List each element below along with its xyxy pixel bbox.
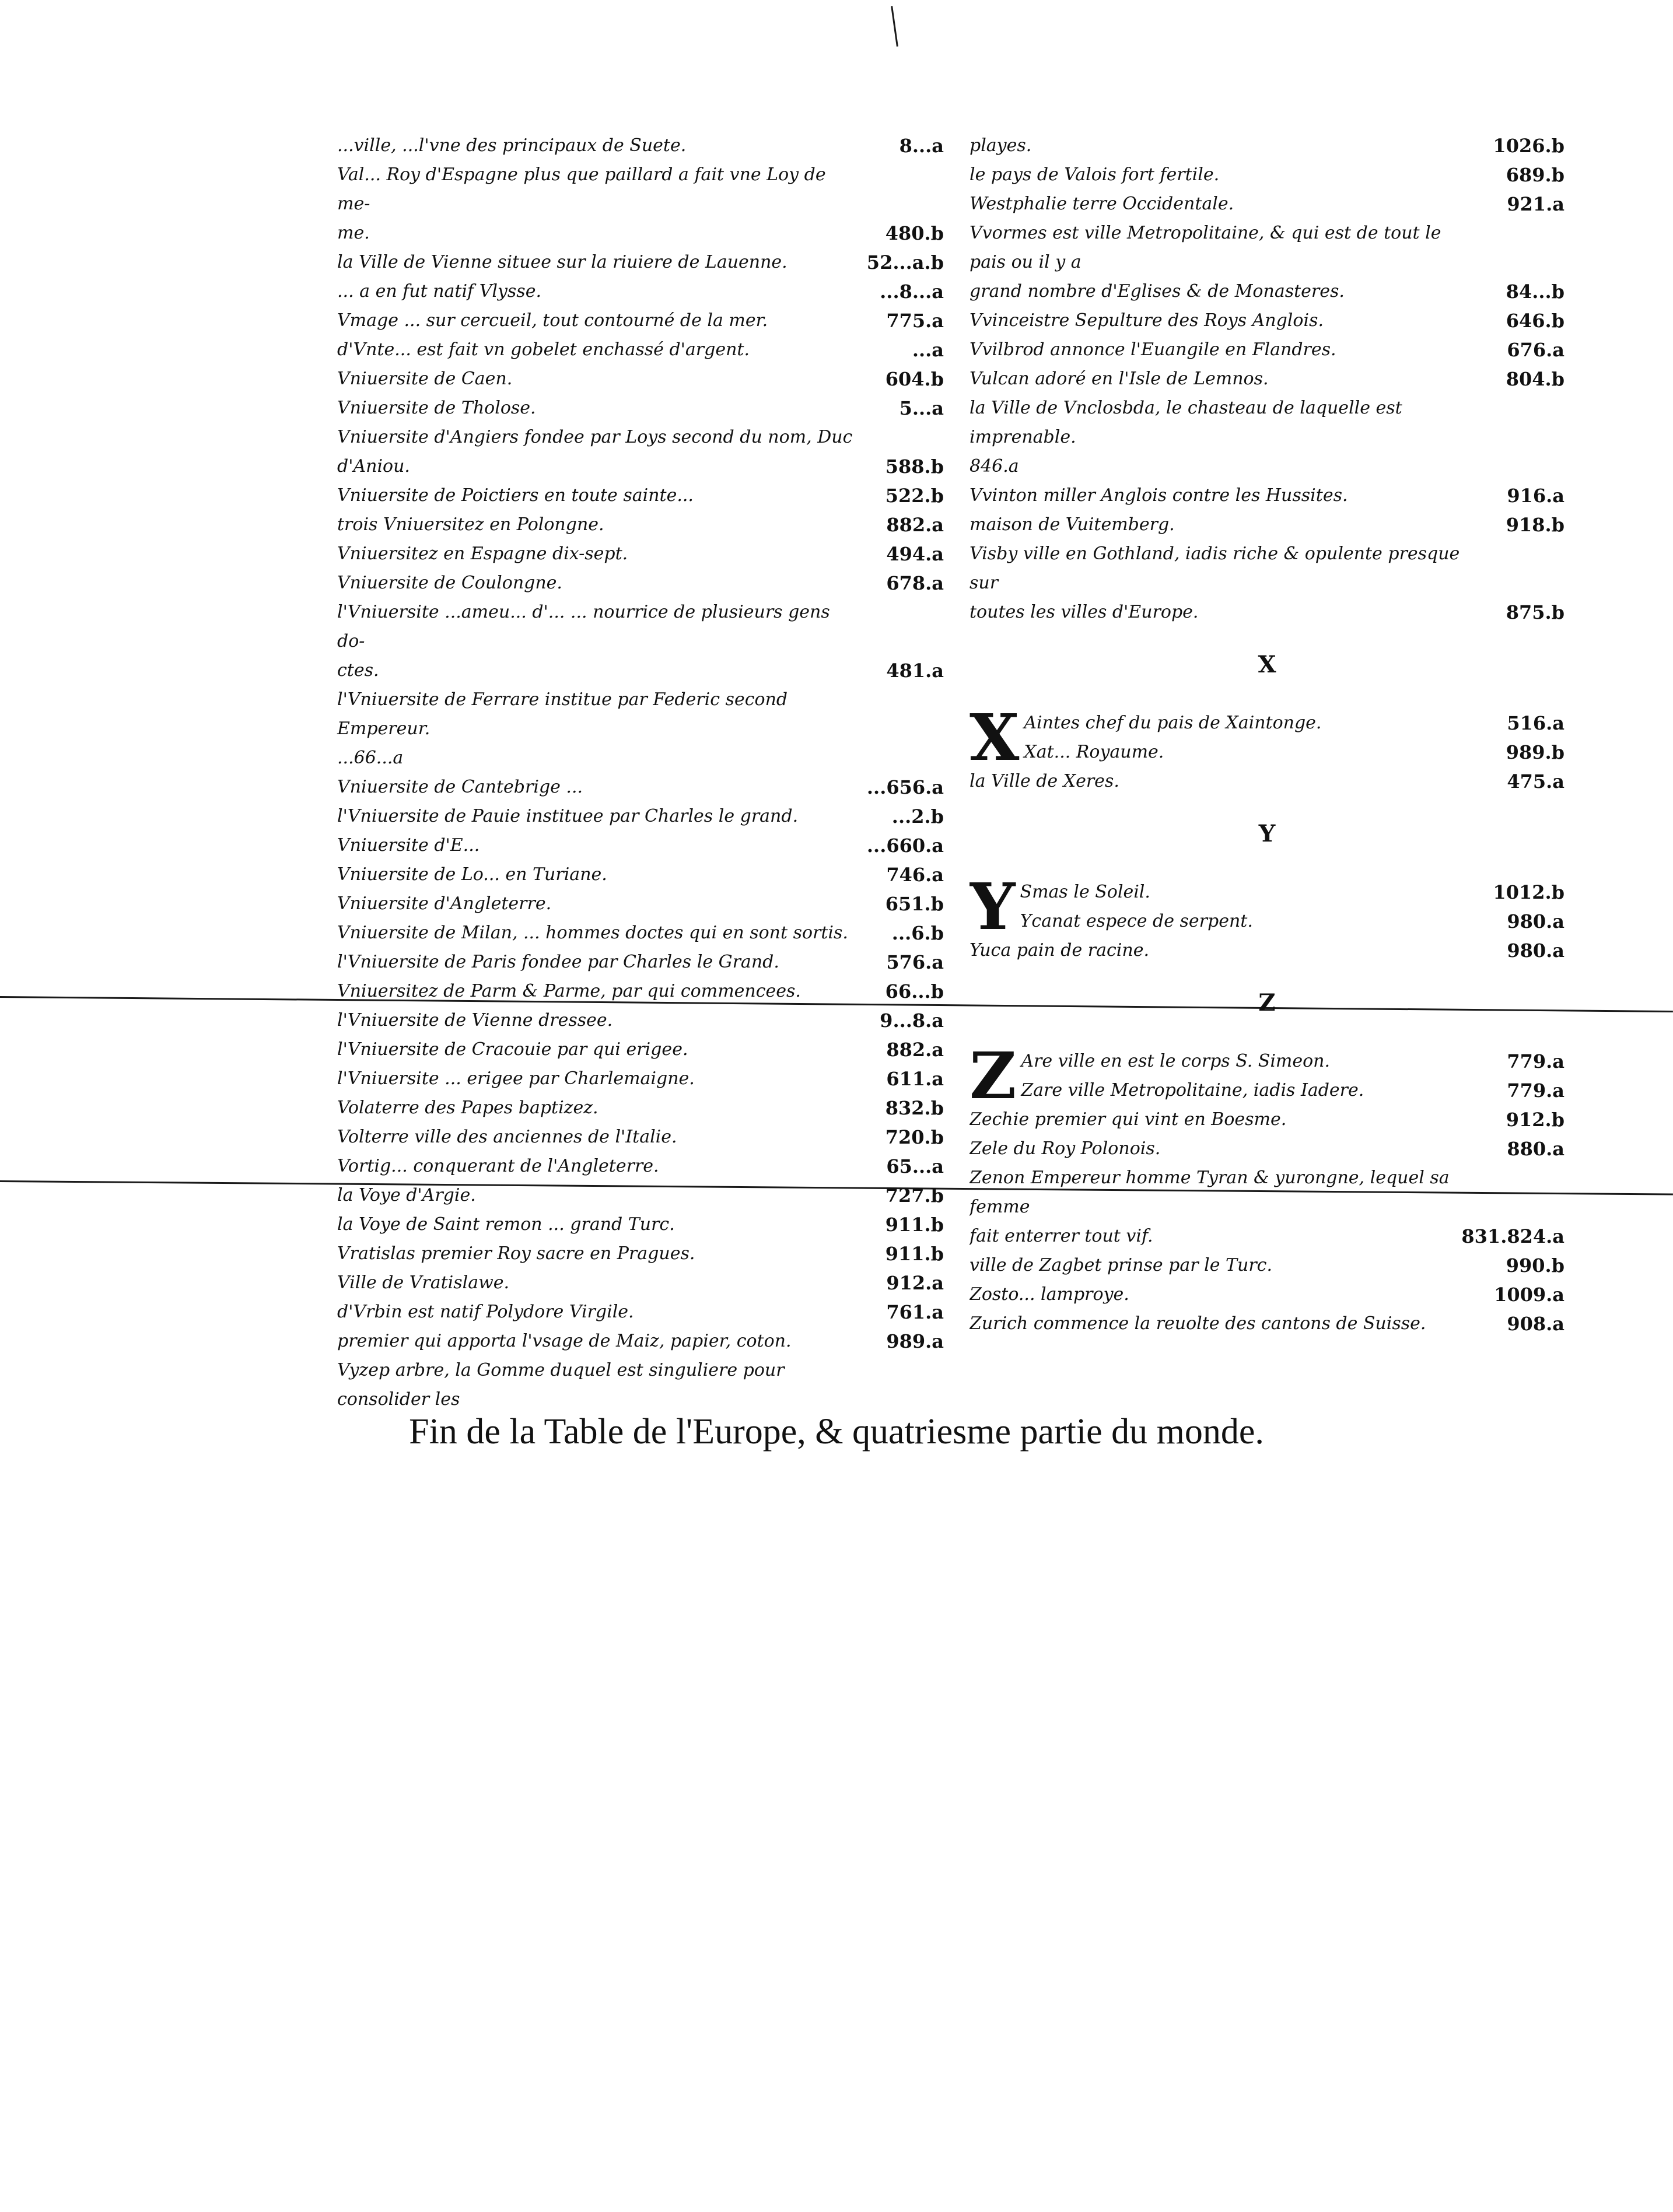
index-entry [337,744,944,773]
entry-text: Vyzep arbre, la Gomme duquel est singuliere pour consolider les [337,1360,785,1410]
index-entry [970,452,1564,481]
entry-text: Zechie premier qui vint en Boesme. [970,1109,1287,1130]
index-entry [337,773,944,802]
page-reference: 921.a [1507,193,1564,215]
index-entry [337,539,944,569]
page-reference: 882.a [886,1039,944,1061]
entry-text: premier qui apporta l'vsage de Maiz, papier, coton. [337,1331,792,1351]
entry-text: ...66...a [337,748,404,768]
index-entry [337,1210,944,1239]
page-reference: 576.a [886,951,944,973]
index-entry [337,656,944,685]
page-reference: 8...a [899,135,944,157]
index-entry [337,160,944,219]
index-entry [970,1251,1564,1280]
index-entry [337,131,944,160]
index-entry [337,977,944,1006]
entry-text: Ycanat espece de serpent. [1020,911,1253,931]
index-entry [337,1123,944,1152]
entry-text: Vniuersitez en Espagne dix-sept. [337,544,628,564]
page-reference: ...2.b [891,805,944,828]
page-reference: 720.b [885,1126,944,1148]
index-entry [337,364,944,394]
page-reference: 611.a [886,1068,944,1090]
index-entry [337,1152,944,1181]
page-reference: 66...b [885,980,944,1002]
entry-text: Vulcan adoré en l'Isle de Lemnos. [970,369,1269,389]
entry-text: Volaterre des Papes baptizez. [337,1098,598,1118]
entry-text: Visby ville en Gothland, iadis riche & opulente presque sur [970,544,1460,593]
entry-text: la Ville de Vnclosbda, le chasteau de laquelle est imprenable. [970,398,1402,447]
page-reference: 475.a [1507,770,1564,793]
page-reference: 588.b [885,455,944,478]
x-section [970,709,1564,796]
entry-text: Vvilbrod annonce l'Euangile en Flandres. [970,339,1336,360]
index-entry [337,248,944,277]
entry-text: me. [337,223,370,243]
page-reference: 779.a [1507,1050,1564,1072]
entry-text: la Voye de Saint remon ... grand Turc. [337,1214,675,1235]
entry-text: Vvormes est ville Metropolitaine, & qui est de tout le pais ou il y a [970,223,1441,272]
index-entry [337,1327,944,1356]
page-reference: ...a [912,339,944,361]
index-entry [970,219,1564,277]
page-reference: 775.a [886,310,944,332]
page-reference: 980.a [1507,910,1564,933]
page-reference: 746.a [886,864,944,886]
entry-text: Val... Roy d'Espagne plus que paillard a fait vne Loy de me- [337,164,826,214]
entry-text: la Ville de Xeres. [970,771,1119,791]
page-reference: 481.a [886,660,944,682]
index-entry [337,481,944,510]
drop-capital: Y [970,878,1016,944]
index-entry [337,1035,944,1064]
page-reference: 761.a [886,1301,944,1323]
index-entry [337,1181,944,1210]
drop-capital: Z [970,1047,1017,1113]
top-pen-mark [891,6,898,47]
index-entry [337,1064,944,1093]
v-section [970,131,1564,627]
page-reference: 678.a [886,572,944,594]
index-entry [337,860,944,889]
entry-text: grand nombre d'Eglises & de Monasteres. [970,281,1345,302]
index-entry [337,306,944,335]
index-entry [970,394,1564,452]
entry-text: la Voye d'Argie. [337,1185,476,1205]
entry-text: fait enterrer tout vif. [970,1226,1153,1246]
index-entry [970,1222,1564,1251]
index-entry [337,1356,944,1414]
page-reference: 689.b [1506,164,1564,186]
entry-text: l'Vniuersite de Paris fondee par Charles le Grand. [337,952,779,972]
drop-capital: X [970,709,1020,775]
entry-text: Vniuersite d'E... [337,835,480,856]
index-entry [970,738,1564,767]
page-reference: 912.a [886,1272,944,1294]
entry-text: Vniuersite de Poictiers en toute sainte... [337,485,694,506]
entry-text: Zurich commence la reuolte des cantons de Suisse. [970,1313,1426,1334]
entry-text: Zare ville Metropolitaine, iadis Iadere. [1021,1080,1364,1100]
entry-text: Zosto... lamproye. [970,1284,1129,1305]
entry-text: Vmage ... sur cercueil, tout contourné de la mer. [337,310,768,331]
index-entry [337,919,944,948]
page-reference: 480.b [885,222,944,244]
page-reference: 52...a.b [866,251,944,274]
entry-text: Xat... Royaume. [1024,742,1164,762]
page-reference: 5...a [899,397,944,419]
index-entry [970,936,1564,965]
entry-text: Vniuersite de Coulongne. [337,573,562,593]
index-entry [970,1076,1564,1105]
entry-text: Volterre ville des anciennes de l'Italie. [337,1127,677,1147]
page-reference: 1009.a [1494,1284,1564,1306]
page-reference: 831.824.a [1461,1225,1564,1247]
entry-text: Vniuersitez de Parm & Parme, par qui commencees. [337,981,801,1001]
index-entry [337,219,944,248]
index-entry [970,364,1564,394]
entry-text: Vniuersite d'Angleterre. [337,893,552,914]
entry-text: Vniuersite de Tholose. [337,398,536,418]
entry-text: Aintes chef du pais de Xaintonge. [1024,713,1322,733]
entry-text: Vniuersite d'Angiers fondee par Loys second du nom, Duc [337,427,853,447]
page-reference: 832.b [885,1097,944,1119]
index-entry [337,277,944,306]
index-entry [970,539,1564,598]
index-entry [337,394,944,423]
page-reference: 651.b [885,893,944,915]
page-reference: 522.b [885,485,944,507]
page-reference: 1012.b [1493,881,1564,903]
index-entry [970,907,1564,936]
entry-text: 846.a [970,456,1019,476]
entry-text: trois Vniuersitez en Polongne. [337,514,604,535]
entry-text: Vniuersite de Caen. [337,369,513,389]
index-entry [337,1298,944,1327]
entry-text: la Ville de Vienne situee sur la riuiere de Lauenne. [337,252,788,272]
entry-text: Vniuersite de Milan, ... hommes doctes qui en sont sortis. [337,923,848,943]
entry-text: l'Vniuersite ...ameu... d'... ... nourrice de plusieurs gens do- [337,602,830,651]
index-entry [337,889,944,919]
entry-text: Vniuersite de Cantebrige ... [337,777,583,797]
entry-text: le pays de Valois fort fertile. [970,164,1220,185]
index-entry [337,948,944,977]
z-section [970,1047,1564,1338]
entry-text: Vvinton miller Anglois contre les Hussites. [970,485,1348,506]
index-entry [970,1105,1564,1134]
index-entry [970,190,1564,219]
index-entry [970,1280,1564,1309]
entry-text: d'Vrbin est natif Polydore Virgile. [337,1302,634,1322]
entry-text: Vniuersite de Lo... en Turiane. [337,864,607,885]
index-entry [337,831,944,860]
page-reference: 516.a [1507,712,1564,734]
page-reference: 494.a [886,543,944,565]
index-entry [337,1239,944,1268]
page-reference: 676.a [1507,339,1564,361]
page-reference: 916.a [1507,485,1564,507]
page-reference: 1026.b [1493,135,1564,157]
page-reference: 990.b [1506,1254,1564,1277]
index-entry [337,335,944,364]
index-entry [337,569,944,598]
entry-text: toutes les villes d'Europe. [970,602,1199,622]
page-reference: 875.b [1506,601,1564,623]
section-heading-x: X [1258,651,1276,678]
index-entry [970,510,1564,539]
index-entry [970,277,1564,306]
page-reference: 727.b [885,1184,944,1207]
index-entry [337,1006,944,1035]
index-entry [970,160,1564,190]
y-section [970,878,1564,965]
page-reference: 918.b [1506,514,1564,536]
index-entry [970,1134,1564,1163]
entry-text: Vortig... conquerant de l'Angleterre. [337,1156,659,1176]
entry-text: ville de Zagbet prinse par le Turc. [970,1255,1273,1275]
entry-text: Westphalie terre Occidentale. [970,194,1234,214]
entry-text: d'Vnte... est fait vn gobelet enchassé d'argent. [337,339,750,360]
page-reference: 980.a [1507,940,1564,962]
page-reference: 646.b [1506,310,1564,332]
page-reference: ...660.a [866,835,944,857]
page-reference: ...8...a [880,281,944,303]
entry-text: Smas le Soleil. [1020,882,1150,902]
page-reference: 989.a [886,1330,944,1352]
entry-text: Zenon Empereur homme Tyran & yurongne, lequel sa femme [970,1168,1450,1217]
right-column [970,131,1564,1338]
entry-text: l'Vniuersite de Ferrare institue par Federic second Empereur. [337,689,788,739]
index-entry [970,335,1564,364]
page-reference: 65...a [886,1155,944,1177]
page-reference: 911.b [885,1243,944,1265]
index-entry [337,802,944,831]
entry-text: ctes. [337,660,379,681]
entry-text: Are ville en est le corps S. Simeon. [1021,1051,1331,1071]
page-reference: 989.b [1506,741,1564,763]
page-reference: 604.b [885,368,944,390]
entry-text: ...ville, ...l'vne des principaux de Suete. [337,135,687,156]
index-entry [970,1309,1564,1338]
page-reference: 911.b [885,1214,944,1236]
entry-text: l'Vniuersite de Vienne dressee. [337,1010,613,1030]
left-column [337,131,944,1414]
page-reference: 908.a [1507,1313,1564,1335]
page-reference: 804.b [1506,368,1564,390]
page-reference: 84...b [1506,281,1564,303]
index-entry [337,1093,944,1123]
entry-text: l'Vniuersite de Pauie instituee par Charles le grand. [337,806,799,826]
index-entry [970,131,1564,160]
entry-text: d'Aniou. [337,456,410,476]
page-reference: ...6.b [891,922,944,944]
entry-text: playes. [970,135,1032,156]
index-entry [970,481,1564,510]
page-reference: 912.b [1506,1109,1564,1131]
entry-text: Zele du Roy Polonois. [970,1138,1161,1159]
page-reference: 882.a [886,514,944,536]
page-reference: 880.a [1507,1138,1564,1160]
index-entry [337,452,944,481]
index-entry [337,598,944,656]
index-entry [337,423,944,452]
entry-text: Ville de Vratislawe. [337,1272,510,1293]
page-reference: ...656.a [866,776,944,798]
entry-text: Vvinceistre Sepulture des Roys Anglois. [970,310,1324,331]
index-entry [337,1268,944,1298]
page-reference: 9...8.a [880,1009,944,1032]
entry-text: Yuca pain de racine. [970,940,1150,960]
section-heading-y: Y [1258,820,1276,847]
entry-text: maison de Vuitemberg. [970,514,1175,535]
entry-text: l'Vniuersite de Cracouie par qui erigee. [337,1039,688,1060]
index-entry [970,767,1564,796]
entry-text: l'Vniuersite ... erigee par Charlemaigne. [337,1068,695,1089]
entry-text: Vratislas premier Roy sacre en Pragues. [337,1243,695,1264]
entry-text: ... a en fut natif Vlysse. [337,281,541,302]
index-entry [970,306,1564,335]
index-entry [337,685,944,744]
index-entry [337,510,944,539]
table-end-footer: Fin de la Table de l'Europe, & quatriesme partie du monde. [409,1412,1264,1452]
index-entry [970,1163,1564,1222]
index-entry [970,598,1564,627]
section-heading-z: Z [1258,989,1276,1016]
page-reference: 779.a [1507,1079,1564,1102]
